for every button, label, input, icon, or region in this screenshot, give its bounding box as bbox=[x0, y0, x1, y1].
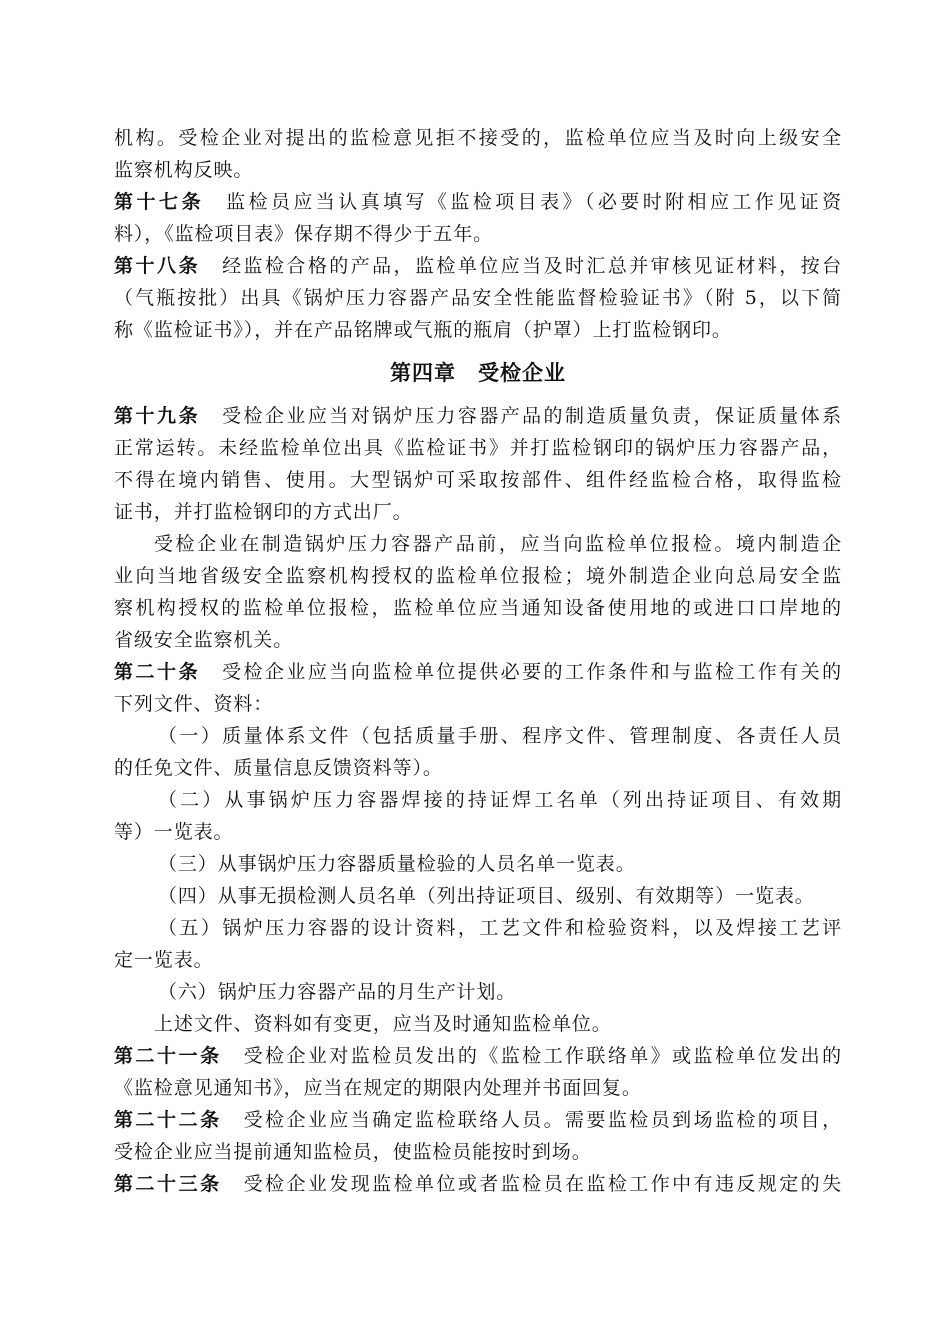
list-item-cont: 的任免文件、质量信息反馈资料等）。 bbox=[114, 757, 443, 779]
text-line: 监察机构反映。 bbox=[114, 159, 254, 181]
list-item: （二）从事锅炉压力容器焊接的持证焊工名单（列出持证项目、有效期 bbox=[158, 789, 842, 811]
article-18 bbox=[114, 250, 842, 282]
text-span: 受检企业对监检员发出的《监检工作联络单》或监检单位发出的 bbox=[243, 1045, 842, 1067]
article-label: 第十八条 bbox=[114, 255, 201, 277]
list-item: （五）锅炉压力容器的设计资料，工艺文件和检验资料，以及焊接工艺评 bbox=[158, 917, 842, 939]
article-label: 第二十条 bbox=[114, 661, 201, 683]
list-item-cont: 等）一览表。 bbox=[114, 821, 234, 843]
text-line: 料），《监检项目表》保存期不得少于五年。 bbox=[114, 223, 494, 245]
text-span: 受检企业应当向监检单位提供必要的工作条件和与监检工作有关的 bbox=[222, 661, 842, 683]
text-span: 受检企业应当确定监检联络人员。需要监检员到场监检的项目， bbox=[243, 1109, 842, 1131]
text-line: 《监检意见通知书》，应当在规定的期限内处理并书面回复。 bbox=[114, 1077, 642, 1099]
article-20 bbox=[114, 656, 842, 688]
text-span: 经监检合格的产品，监检单位应当及时汇总并审核见证材料，按台 bbox=[222, 255, 842, 277]
list-item: （一）质量体系文件（包括质量手册、程序文件、管理制度、各责任人员 bbox=[158, 725, 842, 747]
text-line: 受检企业在制造锅炉压力容器产品前，应当向监检单位报检。境内制造企 bbox=[154, 533, 842, 555]
text-line: 证书，并打监检钢印的方式出厂。 bbox=[114, 501, 413, 523]
text-line: 正常运转。未经监检单位出具《监检证书》并打监检钢印的锅炉压力容器产品， bbox=[114, 437, 842, 459]
list-item: （四）从事无损检测人员名单（列出持证项目、级别、有效期等）一览表。 bbox=[158, 885, 815, 907]
article-label: 第二十二条 bbox=[114, 1109, 222, 1131]
chapter-heading bbox=[114, 348, 842, 398]
article-label: 第二十三条 bbox=[114, 1173, 222, 1195]
list-item: （六）锅炉压力容器产品的月生产计划。 bbox=[158, 981, 517, 1003]
article-label: 第十七条 bbox=[114, 191, 205, 213]
article-19 bbox=[114, 400, 842, 432]
text-line: （气瓶按批）出具《锅炉压力容器产品安全性能监督检验证书》（附 5，以下简 bbox=[114, 287, 842, 309]
text-span: 监检员应当认真填写《监检项目表》（必要时附相应工作见证资 bbox=[226, 191, 842, 213]
chapter-number: 第四章 bbox=[390, 360, 456, 385]
article-21 bbox=[114, 1040, 842, 1072]
text-line: 省级安全监察机关。 bbox=[114, 629, 294, 651]
text-line: 上述文件、资料如有变更，应当及时通知监检单位。 bbox=[154, 1013, 612, 1035]
article-label: 第十九条 bbox=[114, 405, 201, 427]
article-23 bbox=[114, 1168, 842, 1200]
text-span: 受检企业应当对锅炉压力容器产品的制造质量负责，保证质量体系 bbox=[222, 405, 842, 427]
text-line: 业向当地省级安全监察机构授权的监检单位报检；境外制造企业向总局安全监 bbox=[114, 565, 842, 587]
text-line: 察机构授权的监检单位报检，监检单位应当通知设备使用地的或进口口岸地的 bbox=[114, 597, 842, 619]
list-item: （三）从事锅炉压力容器质量检验的人员名单一览表。 bbox=[158, 853, 636, 875]
text-line: 称《监检证书》），并在产品铭牌或气瓶的瓶肩（护罩）上打监检钢印。 bbox=[114, 319, 732, 341]
text-line: 不得在境内销售、使用。大型锅炉可采取按部件、组件经监检合格，取得监检 bbox=[114, 469, 842, 491]
text-span: 受检企业发现监检单位或者监检员在监检工作中有违反规定的失 bbox=[243, 1173, 842, 1195]
text-line: 机构。受检企业对提出的监检意见拒不接受的，监检单位应当及时向上级安全 bbox=[114, 127, 842, 149]
article-17 bbox=[114, 186, 842, 218]
list-item-cont: 定一览表。 bbox=[114, 949, 214, 971]
article-label: 第二十一条 bbox=[114, 1045, 222, 1067]
document-page bbox=[114, 122, 842, 1200]
text-line: 下列文件、资料： bbox=[114, 693, 274, 715]
chapter-title: 受检企业 bbox=[478, 360, 566, 385]
text-line: 受检企业应当提前通知监检员，使监检员能按时到场。 bbox=[114, 1141, 592, 1163]
article-22 bbox=[114, 1104, 842, 1136]
